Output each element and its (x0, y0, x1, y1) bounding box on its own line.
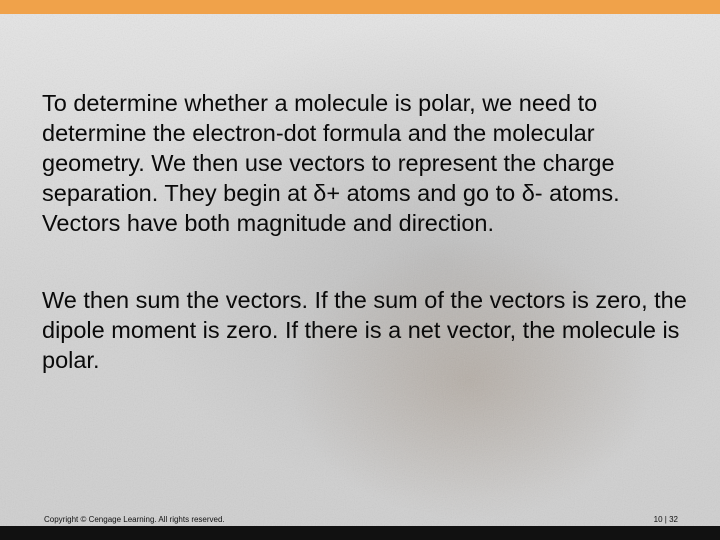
top-accent-bar (0, 0, 720, 14)
page-number: 10 | 32 (653, 515, 678, 524)
body-text (42, 88, 692, 375)
footer (0, 510, 720, 526)
bottom-bar (0, 526, 720, 540)
copyright-notice: Copyright © Cengage Learning. All rights reserved. (44, 515, 225, 524)
paragraph-2: We then sum the vectors. If the sum of the vectors is zero, the dipole moment is zero. If there is a net vector, the molecule is polar. (42, 287, 687, 373)
paragraph-1: To determine whether a molecule is polar, we need to determine the electron-dot formula and the molecular geometry. We then use vectors to represent the charge separation. They begin at δ+ atoms and go to δ- atoms. Vectors have both magnitude and direction. (42, 90, 620, 236)
